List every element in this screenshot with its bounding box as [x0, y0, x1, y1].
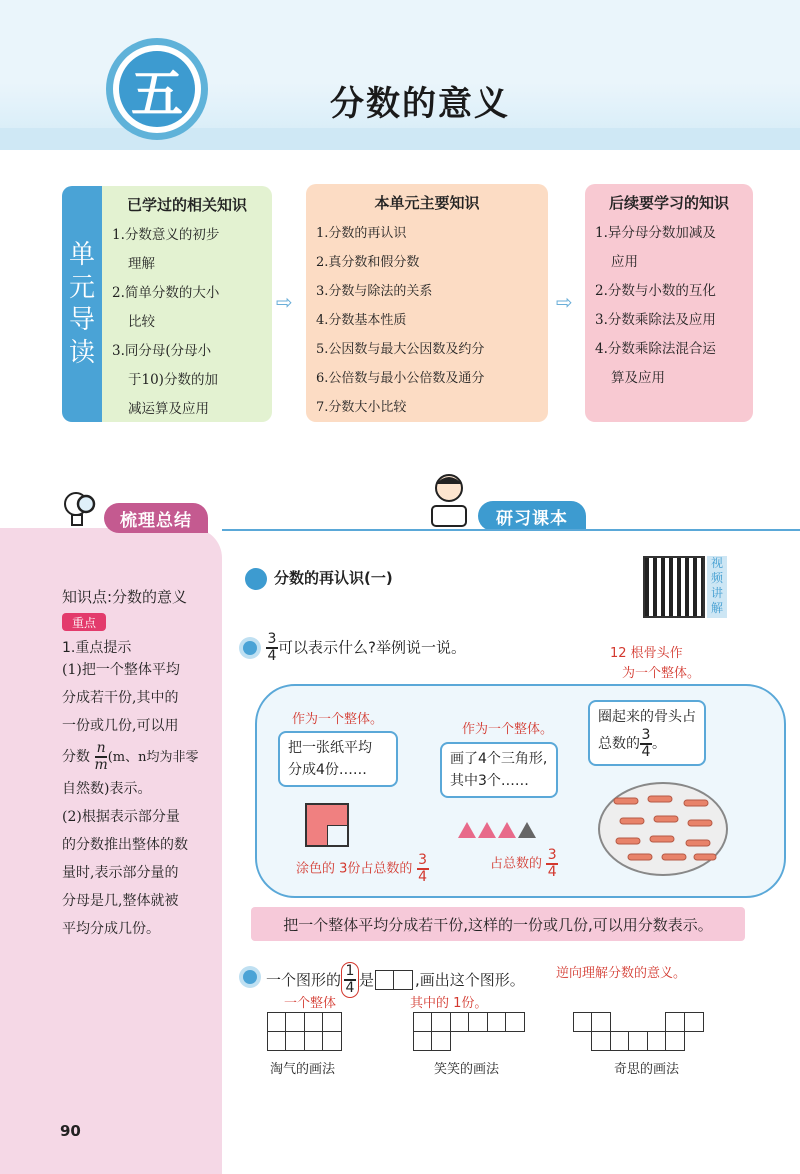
- main-knowledge-panel: [306, 184, 548, 422]
- list-item: 减运算及应用: [128, 401, 209, 417]
- triangle-shaded: [478, 822, 496, 838]
- example-card: [588, 700, 706, 766]
- sidebar-line: (1)把一个整体平均: [62, 662, 180, 678]
- page-number: 90: [60, 1122, 81, 1140]
- sidebar-line: 量时,表示部分量的: [62, 865, 179, 881]
- bones-note: [610, 644, 700, 684]
- sidebar-line: 自然数)表示。: [62, 781, 152, 797]
- arrow-right-icon: ⇨: [556, 290, 573, 314]
- chapter-number: 五: [119, 51, 195, 127]
- question-text: 一个图形的: [266, 971, 342, 990]
- panel-title: 后续要学习的知识: [608, 194, 729, 212]
- card-line: 其中3个……: [450, 773, 529, 789]
- section-title: 分数的再认识(一): [274, 569, 393, 587]
- shaded-note: [296, 853, 429, 885]
- sidebar-line: 分母是几,整体就被: [62, 893, 179, 909]
- fraction: [546, 848, 558, 880]
- student-reading-icon: [424, 470, 474, 530]
- card-line: 分成4份……: [288, 762, 367, 778]
- list-item: 6.公倍数与最小公倍数及通分: [316, 371, 485, 386]
- list-item: 2.分数与小数的互化: [595, 283, 716, 299]
- question-1: [266, 632, 466, 664]
- question-text: 是: [359, 971, 375, 990]
- triangle-shaded: [498, 822, 516, 838]
- card-line: 画了4个三角形,: [450, 751, 548, 767]
- frac-num: 3: [547, 847, 557, 863]
- caption: 奇思的画法: [614, 1062, 680, 1077]
- unit-guide-tab: [62, 186, 102, 422]
- future-knowledge-panel: [585, 184, 753, 422]
- question-bullet: [243, 641, 257, 655]
- frac-den: 4: [418, 868, 427, 885]
- sidebar-frac-suffix: (m、n均为非零: [107, 750, 199, 765]
- guide-tab-char: 读: [68, 337, 95, 368]
- triangles-row: [458, 822, 538, 842]
- whole-note: 作为一个整体。: [462, 722, 554, 737]
- card-text: 总数的: [598, 735, 640, 752]
- triangle-shaded: [458, 822, 476, 838]
- fraction: [640, 728, 652, 760]
- list-item: 1.分数意义的初步: [112, 227, 220, 243]
- part-note: 其中的 1份。: [410, 996, 488, 1011]
- part-shape: [376, 970, 413, 990]
- card-line: 把一张纸平均: [288, 740, 372, 756]
- learned-knowledge-panel: [102, 186, 272, 422]
- key-point-badge: 重点: [62, 613, 106, 631]
- panel-title: 已学过的相关知识: [126, 196, 247, 214]
- list-item: 1.异分母分数加减及: [595, 225, 716, 241]
- list-item: 3.分数乘除法及应用: [595, 312, 716, 328]
- study-divider: [222, 529, 800, 531]
- guide-tab-char: 元: [68, 272, 95, 303]
- arrow-right-icon: ⇨: [276, 290, 293, 314]
- list-item: 理解: [128, 256, 155, 272]
- list-item: 3.分数与除法的关系: [316, 284, 433, 299]
- paper-grid: [305, 803, 349, 847]
- sidebar-line: 分成若干份,其中的: [62, 690, 179, 706]
- frac-num: 1: [345, 963, 355, 979]
- whole-note: 一个整体: [284, 996, 337, 1011]
- sidebar-line: 平均分成几份。: [62, 921, 160, 937]
- caption: 笑笑的画法: [434, 1062, 500, 1077]
- list-item: 4.分数乘除法混合运: [595, 341, 716, 357]
- sidebar-heading: 1.重点提示: [62, 640, 132, 656]
- panel-title: 本单元主要知识: [374, 194, 480, 212]
- frac-den: 4: [547, 863, 557, 880]
- guide-tab-char: 导: [68, 305, 95, 335]
- caption: 淘气的画法: [270, 1062, 336, 1077]
- sidebar-line: 的分数推出整体的数: [62, 837, 188, 853]
- fraction: [94, 741, 107, 773]
- drawing-xiaoxiao: [414, 1012, 525, 1051]
- question-text: 可以表示什么?举例说一说。: [278, 638, 466, 657]
- knowledge-point-title: 知识点:分数的意义: [62, 588, 188, 606]
- chapter-badge: [106, 38, 208, 140]
- card-line: 圈起来的骨头占: [598, 709, 696, 725]
- list-item: 5.公因数与最大公因数及约分: [316, 342, 485, 357]
- list-item: 7.分数大小比较: [316, 400, 407, 415]
- example-card: [440, 742, 558, 798]
- video-explain-label[interactable]: 视频讲解: [707, 556, 727, 618]
- note-text: 涂色的 3份占总数的: [296, 861, 413, 877]
- frac-num: 3: [267, 631, 277, 647]
- sidebar-fraction-line: [62, 740, 222, 775]
- list-item: 3.同分母(分母小: [112, 343, 212, 359]
- card-line: [598, 728, 696, 760]
- list-item: 算及应用: [611, 370, 665, 386]
- list-item: 比较: [128, 314, 155, 330]
- note-text: 占总数的: [490, 856, 543, 872]
- frac-den: 4: [641, 743, 651, 760]
- list-item: 应用: [611, 254, 638, 270]
- summary-tab: 梳理总结: [104, 503, 208, 533]
- list-item: 1.分数的再认识: [316, 226, 407, 241]
- bones-icon: [608, 790, 720, 868]
- reverse-note: 逆向理解分数的意义。: [556, 966, 687, 981]
- list-item: 2.真分数和假分数: [316, 255, 420, 270]
- guide-tab-char: 单: [68, 240, 95, 270]
- qr-code[interactable]: [643, 556, 705, 618]
- example-card: [278, 731, 398, 787]
- study-tab: 研习课本: [478, 501, 586, 531]
- card-suffix: 。: [652, 735, 666, 752]
- note-line: 12 根骨头作: [610, 646, 683, 661]
- list-item: 4.分数基本性质: [316, 313, 407, 328]
- sidebar-frac-prefix: 分数: [62, 749, 90, 765]
- sidebar-line: (2)根据表示部分量: [62, 809, 180, 825]
- frac-num: 3: [641, 727, 651, 743]
- frac-den: m: [94, 756, 108, 773]
- frac-den: 4: [345, 979, 355, 996]
- fraction: [417, 853, 429, 885]
- list-item: 2.简单分数的大小: [112, 285, 220, 301]
- frac-den: 4: [267, 647, 277, 664]
- triangle-note: [490, 848, 558, 880]
- frac-num: n: [96, 740, 106, 757]
- triangle-empty: [518, 822, 536, 838]
- sidebar-text: [62, 656, 222, 943]
- header-stripe: [0, 128, 800, 150]
- question-bullet: [243, 970, 257, 984]
- drawing-qisi: [574, 1012, 704, 1051]
- frac-num: 3: [418, 852, 427, 868]
- book-icon: [245, 568, 267, 590]
- note-line: 为一个整体。: [622, 666, 701, 681]
- magnifier-kid-icon: [58, 488, 98, 528]
- question-text: ,画出这个图形。: [415, 971, 525, 990]
- fraction: [266, 632, 278, 664]
- drawing-taoqi: [268, 1012, 342, 1051]
- fraction: [341, 962, 359, 998]
- list-item: 于10)分数的加: [128, 372, 218, 388]
- definition-banner: 把一个整体平均分成若干份,这样的一份或几份,可以用分数表示。: [251, 907, 745, 941]
- page-title: 分数的意义: [330, 84, 510, 124]
- sidebar-line: 一份或几份,可以用: [62, 718, 179, 734]
- whole-note: 作为一个整体。: [292, 712, 384, 727]
